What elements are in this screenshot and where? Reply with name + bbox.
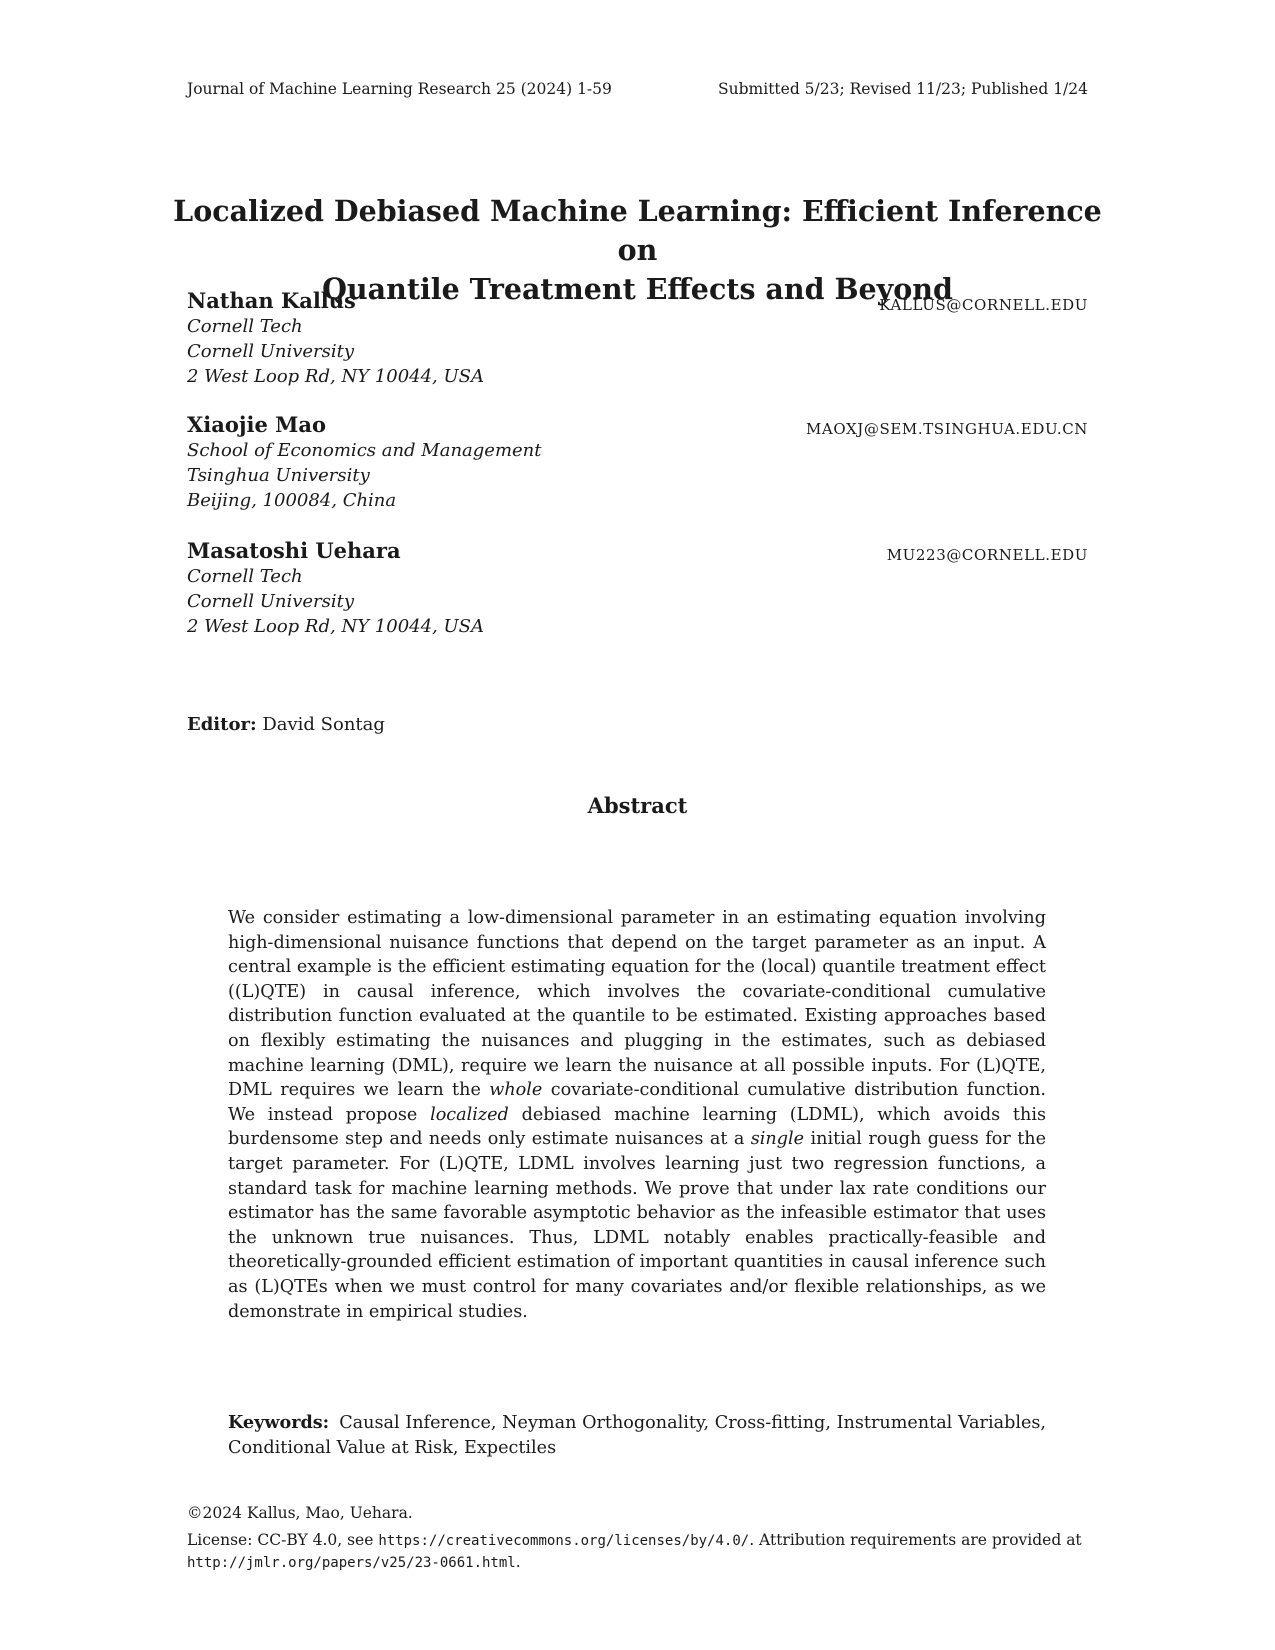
author-email[interactable]: MU223@CORNELL.EDU (886, 546, 1088, 564)
title-line-2: Quantile Treatment Effects and Beyond (322, 272, 953, 306)
editor-label: Editor: (187, 714, 257, 735)
keywords-label: Keywords: (228, 1412, 330, 1433)
submission-dates: Submitted 5/23; Revised 11/23; Published 1/24 (718, 80, 1088, 98)
license-notice (187, 1530, 1088, 1574)
license-mid: . Attribution requirements are provided at (749, 1531, 1082, 1549)
affiliation-line: Cornell University (187, 341, 355, 362)
editor-line (187, 714, 385, 735)
author-name: Xiaojie Mao (187, 412, 326, 437)
abstract-heading: Abstract (587, 793, 688, 818)
license-prefix: License: CC-BY 4.0, see (187, 1531, 379, 1549)
abstract-part: We consider estimating a low-dimensional parameter in an estimating equation involving high-dimensional nuisance functions that depend on the target parameter as an input. A central example is the efficient estimating equation for the (local) quantile treatment effect ((L)QTE) in causal inference, which involves the covariate-conditional cumulative distribution function evaluated at the quantile to be estimated. Existing approaches based on flexibly estimating the nuisances and plugging in the estimates, such as debiased machine learning (DML), require we learn the nuisance at all possible inputs. For (L)QTE, DML requires we learn the (228, 908, 1046, 1101)
abstract-part: initial rough guess for the target parameter. For (L)QTE, LDML involves learning just two regression functions, a standard task for machine learning methods. We prove that under lax rate conditions our estimator has the same favorable asymptotic behavior as the infeasible estimator that uses the unknown true nuisances. Thus, LDML notably enables practically-feasible and theoretically-grounded efficient estimation of important quantities in causal inference such as (L)QTEs when we must control for many covariates and/or flexible relationships, as we demonstrate in empirical studies. (228, 1129, 1047, 1322)
journal-header: Journal of Machine Learning Research 25 (2024) 1-59 (187, 80, 612, 98)
author-name: Masatoshi Uehara (187, 538, 401, 563)
affiliation-line: 2 West Loop Rd, NY 10044, USA (187, 366, 484, 387)
affiliation-line: Cornell Tech (187, 316, 303, 337)
abstract-emphasis: single (750, 1129, 805, 1150)
paper-link[interactable]: http://jmlr.org/papers/v25/23-0661.html (187, 1555, 516, 1571)
abstract-emphasis: whole (489, 1080, 543, 1101)
affiliation-line: School of Economics and Management (187, 440, 542, 461)
affiliation-line: Cornell University (187, 591, 355, 612)
affiliation-line: Cornell Tech (187, 566, 303, 587)
license-link[interactable]: https://creativecommons.org/licenses/by/4.0/ (378, 1533, 750, 1549)
author-name: Nathan Kallus (187, 288, 356, 313)
title-line-1: Localized Debiased Machine Learning: Efficient Inference on (173, 194, 1102, 267)
abstract-part: debiased machine learning (LDML), which avoids this burdensome step and needs only estimate nuisances at a (228, 1104, 1046, 1150)
author-block-uehara (187, 538, 484, 639)
author-block-mao (187, 412, 542, 513)
editor-name: David Sontag (262, 714, 385, 735)
copyright-notice: ©2024 Kallus, Mao, Uehara. (187, 1504, 413, 1522)
author-email[interactable]: MAOXJ@SEM.TSINGHUA.EDU.CN (805, 420, 1088, 438)
keywords (228, 1411, 1046, 1460)
abstract-text (228, 906, 1046, 1324)
author-block-kallus (187, 288, 484, 389)
abstract-emphasis: localized (430, 1104, 509, 1125)
affiliation-line: Beijing, 100084, China (187, 490, 397, 511)
license-end: . (515, 1553, 521, 1571)
affiliation-line: 2 West Loop Rd, NY 10044, USA (187, 616, 484, 637)
abstract-part: covariate-conditional cumulative distribution function. We instead propose (228, 1080, 1047, 1125)
affiliation-line: Tsinghua University (187, 465, 370, 486)
keywords-text: Causal Inference, Neyman Orthogonality, Cross-fitting, Instrumental Variables, Conditional Value at Risk, Expectiles (228, 1413, 1046, 1458)
author-email[interactable]: KALLUS@CORNELL.EDU (879, 296, 1088, 314)
